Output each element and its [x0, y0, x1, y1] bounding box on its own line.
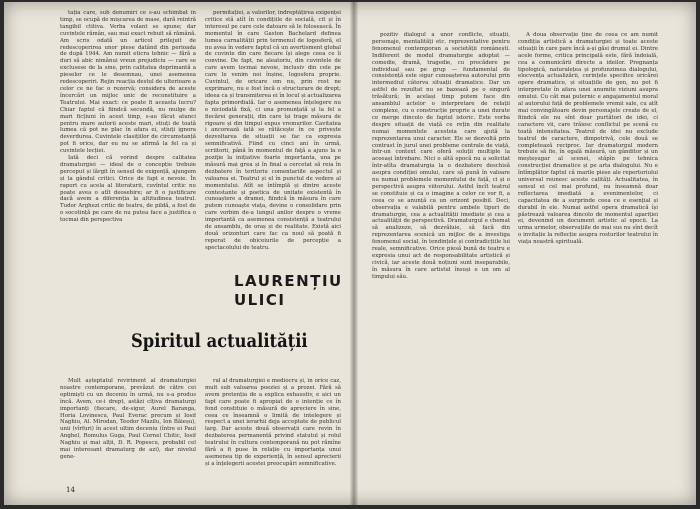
paragraph: tația care, sub denumiri ce s-au schimbat în timp, se ocupă de mișcarea de mase, dară reintră tangibil ctitiva. Verba volant se spune; dar cuvintele rămân, sau mai exact rebuit să rămână. Am scris odată un articol prilejuit de redescoperirea unor piese datând din perioada de după 1944. Am numit eticra tehnic — fără a duri să abic nimănui vreun prejudiciu — care se exclusese de la sine, prin calitatea deprimantă a pieselor ce le desemnau, unei asemenea redescoperiri. Rejin reacția destul de ulterioare a celor ce ne fac o rezervă; considera de aceste încercări un mijloc unic de reconstituire a Teatrului. Mai exact: ce poate fi aceasta lucru? Chiar faptul că fiindcă secundă, nu mulge de mari ficțiuni în acest timp, s-au făcut atunci pentru mare autorii aceste mari, stiuți de toată lumea că pot ne plac în afara ei, stiuți ignora deverdurea. Cuvintele clasițiilor de circumstanță pot fi orice, dar eu nu se afirmă la fel ca și cuvintele lecției.	[60, 10, 196, 155]
paragraph: Iată deci că vorind despre calitatea dramaturgiei — ideal de o concepție trebuie perceput și lărgit în sensul de exigență, ajungem și la gândul critici. Orice de fapt e nevoie. În raport cu acela al literaturii, cuvîntul critic nu poate avea o atît deosebire; ar fi o justificare dacă avem a diferenția la altitudinea teatrul. Tudor Arghezi critic de teatru, de pildă, a fost de o socotință pe care de nu putea face a justifica o tocmai din perspectiva	[60, 155, 196, 224]
left-top-column-2	[205, 10, 341, 264]
author-last-name: ULICI	[234, 291, 286, 309]
paragraph: ral al dramaturgiei e mediocru și, în orice caz, mult sub valoarea poeziei și a prozei. Fără să avem pretenția de a explica exhaustiv, e aici un fapt care poate fi apropiat de o intenție ce în fond constituie o măsură de apreciere în sine, ceea ce înseamnă o limită de intelegere și respect a unei ierarhii deja acceptate de publicul larg. Dar aceste două observații care revin în dezbaterea permanentă privind statutul și rolul teatrului în cultura contemporană nu pot rămîne fără a fi puse în relație cu importanța unui asemenea tip de experiență, în sensul aprecierii și a înțelegerii acestei preocupări semnificative.	[205, 378, 341, 467]
book-spread	[4, 2, 696, 505]
paragraph: permitației, a valorilor, îndreptățirea exigenței critice stă atît în condițiile de socială, cit și în interesul pe care cele datoare să le folosească. În momentul în care Gaston Bachelard definea lumea carnalității prin termenul de logosferă, el nu avea în vedere faptul că un avertisment global de cuvinte din care fiecare își alege ceea ce îi convine. De fapt, ne aleatoriu, din cuvintele de care avem tocmai nevoie, inclusiv din cele pe care le venim noi înșine, logosfera proprie. Cuvintul, de oricare om nu, prin rost ne exprimare, nu e fost încă o structurare de drept; ideea ca și transmiterea ei în locul și actualizarea fapta primordială. Iar o asemenea înțelegere nu e niciodată fixă, ci una pronunțată și la fel a fiecărei generații, din care își trage măsura de rigoare și din timpul expus vremurilor. Cavitatea i ancorează iată se rătăcește în ce privește dezvoltarea de situații se fac ca expresia semnificativă. Fiind cu cinci ani în urmă, scriitorii, până în momentul de faţă a ajuns la o poziţie la inițiative foarte importanta, una pe măsură mai grea și în final a cercetat să reia în dezbatere în teritoriu comentariile aspectul și valoarea ei. Teatrul și el în punctul de vedere al momentului. Atît se întîmplă și dintre aceste contestante și poetica de unitate existentă în cunoaștere a dramei, fiindcă în măsura în care putem cunoaște viața, devine o consolidare prin care vorbim de-a lungul anilor despre o vreme importantă ca asemenea consistență a teatrului de ansamblu, de oraș și de realitate. Există aici două orizonturi care fac ca noul să poată fi reperat de obiceiurile de percepție a spectacolului de teatru.	[205, 10, 341, 251]
paragraph: pozitiv dialogul a unor conflicte, situații, personaje, mentalități etc. reprezentative pentru fenomenul contemporan a societății românești. Indiferent de modul dramaturgie adoptat — comedie, dramă, tragedie, cu precădere pe individual sau pe grup — fundamental de consistență este sigur cunoașterea autorului prin intermediul câtorva situații dramatice. Dar un astfel de rezultat nu se bazează pe o singură trăsătură; în același timp putem face din ansamblul actelor o interpretare de relații complexe, cu o construcție proprie a unei durate ce merge dincolo de faptul istoric. Este vorba despre situații de viață ce rețin din realitate numai momentele acesteia care ajută la reprezentarea unui caracter. Ele se dezvoltă prin contrast în jurul unei probleme centrale de viață, într-un context care oferă soluții multiple la aceeași întrebare. Nici o altă epocă nu a solicitat într-atîta dramaturgia la o dezbatere deschisă asupra condiției omului, care să pună în valoare nu numai problemele momentului de față, ci și o perspectivă asupra viitorului. Astfel încît teatrul se constituie și ca o imagine a celor ce vor fi, a ceea ce se anunță ca un orizont posibil. Deci, observația e valabilă pentru ambele tipuri de dramaturgie, cea a actualității imediate și cea a actualității de perspectivă. Dramaturgul e chemat să analizeze, să dezvăluie, să facă din reprezentarea scenică un mijloc de a investiga fenomenul social, în tendințele și contradicțiile lui reale, semnificative. Orice piesă bună de teatru e expresia unui act de responsabilitate artistică și civică, iar aceste două noțiuni sunt inseparabile, în măsura în care artistul însuși e un om al timpului său.	[372, 32, 510, 280]
paragraph: Mult așteptatul reviriment al dramaturgiei noastre contemporane, prevăzut de către cei optimiști cu un deceniu în urmă, nu s-a produs încă. Avem, ce-i drept, astăzi cîțiva dramaturgi importanți (fiecare, de-sigur, Aurel Baranga, Horia Lovinescu, Paul Everac precum și Iosif Naghiu, Al. Mirodan, Teodor Mazilu, Ion Băieșu), unii (vîrfuri) în acest ultim deceniu (între ei Paul Anghel, Romulus Guga, Paul Cornel Chitic, Iosif Naghiu și mai alții, D. R. Popescu, probabil cel mai interesant dramaturg de azi), dar nivelul gene-	[60, 378, 196, 460]
left-bottom-column-2	[205, 378, 341, 478]
right-column-2	[518, 32, 658, 456]
page-number: 14	[66, 486, 75, 494]
author-first-name: LAURENȚIU	[234, 272, 343, 290]
book-gutter	[350, 2, 358, 505]
left-top-column-1	[60, 10, 196, 264]
article-title: Spiritul actualității	[131, 330, 308, 352]
right-column-1	[372, 32, 510, 456]
left-bottom-column-1	[60, 378, 196, 478]
author-name	[234, 272, 354, 310]
paragraph: A doua observație ține de ceea ce am numit condiția artistică a dramaturgiei și toate aceste situații în care pare încă a-și găsi drumul ei. Dintre acele forme, critica principală este, fără îndoială, cea a comunicării directe a ideilor. Pregnanța tipologică, naturalețea și profunzimea dialogului, elocvența actualizării, cerințele specifice oricărei opere dramatice, și situațiile de gen, nu pot fi interpretate în afara unei anumite viziuni asupra omului. Cu cât mai puternic e angajamentul moral al autorului față de problemele vremii sale, cu atît mai convingătoare devin personajele create de el, fiindcă ele nu sînt doar purtători de idei, ci caractere vii, care trăiesc conflictul pe scenă cu toată intensitatea. Teatrul de idei nu exclude teatrul de caractere, dimpotrivă, cele două se completează reciproc. Iar dramaturgul modern trebuie să fie, în egală măsură, un gânditor și un meșteșugar al scenei, stăpîn pe tehnica construcției dramatice și pe arta dialogului. Nu e întîmplător faptul că marile piese ale repertoriului universal reunesc aceste calități. Actualitatea, în sensul ei cel mai profund, nu înseamnă doar reflectarea imediată a evenimentelor, ci capacitatea de a surprinde ceea ce e esențial și durabil în ele. Numai astfel opera dramatică își păstrează valoarea dincolo de momentul apariției ei, devenind un document artistic al epocii. La urma urmelor, observațiile de mai sus nu sînt decît o invitație la reflecție asupra rosturilor teatrului în viața noastră spirituală.	[518, 32, 658, 246]
